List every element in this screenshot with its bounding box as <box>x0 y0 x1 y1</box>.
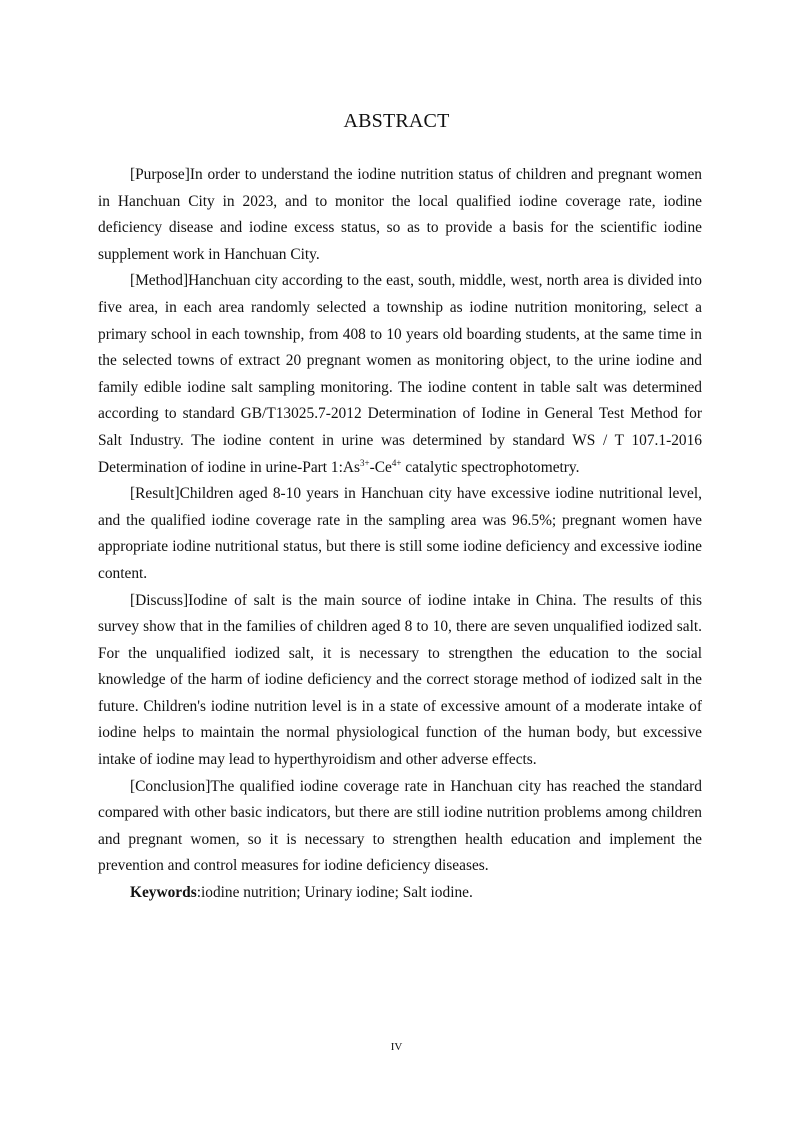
abstract-title: ABSTRACT <box>343 110 450 132</box>
keywords-paragraph <box>98 880 702 907</box>
abstract-body <box>98 162 702 907</box>
page-number: IV <box>390 1041 403 1053</box>
discuss-paragraph: [Discuss]Iodine of salt is the main source of iodine intake in China. The results of this survey show that in the families of children aged 8 to 10, there are seven unqualified iodized salt. For the unqualified iodized salt, it is necessary to strengthen the education to the social knowledge of the harm of iodine deficiency and the correct storage method of iodized salt in the future. Children's iodine nutrition level is in a state of excessive amount of a moderate intake of iodine helps to maintain the normal physiological function of the human body, but excessive intake of iodine may lead to hyperthyroidism and other adverse effects. <box>98 591 702 769</box>
conclusion-paragraph: [Conclusion]The qualified iodine coverage rate in Hanchuan city has reached the standard compared with other basic indicators, but there are still iodine nutrition problems among children and pregnant women, so it is necessary to strengthen health education and implement the prevention and control measures for iodine deficiency diseases. <box>98 777 702 875</box>
method-tail: catalytic spectrophotometry. <box>401 458 580 476</box>
cerium-charge: 4+ <box>391 457 402 468</box>
keywords-text: :iodine nutrition; Urinary iodine; Salt iodine. <box>196 884 473 902</box>
keywords-label: Keywords <box>130 884 197 902</box>
arsenic-charge: 3+ <box>360 457 370 468</box>
cerium-label: -Ce <box>369 458 392 476</box>
purpose-paragraph: [Purpose]In order to understand the iodine nutrition status of children and pregnant women in Hanchuan City in 2023, and to monitor the local qualified iodine coverage rate, iodine deficiency disease and iodine excess status, so as to provide a basis for the scientific iodine supplement work in Hanchuan City. <box>98 166 702 263</box>
result-paragraph: [Result]Children aged 8-10 years in Hanchuan city have excessive iodine nutritional level, and the qualified iodine coverage rate in the sampling area was 96.5%; pregnant women have appropriate iodine nutritional status, but there is still some iodine deficiency and excessive iodine content. <box>98 485 702 582</box>
method-paragraph <box>98 268 702 481</box>
method-text: [Method]Hanchuan city according to the east, south, middle, west, north area is divided into five area, in each area randomly selected a township as iodine nutrition monitoring, select a primary school in each township, from 408 to 10 years old boarding students, at the same time in the selected towns of extract 20 pregnant women as monitoring object, to the urine iodine and family edible iodine salt sampling monitoring. The iodine content in table salt was determined according to standard GB/T13025.7-2012 Determination of Iodine in General Test Method for Salt Industry. The iodine content in urine was determined by standard WS / T 107.1-2016 Determination of iodine in urine-Part 1:As <box>98 272 702 476</box>
